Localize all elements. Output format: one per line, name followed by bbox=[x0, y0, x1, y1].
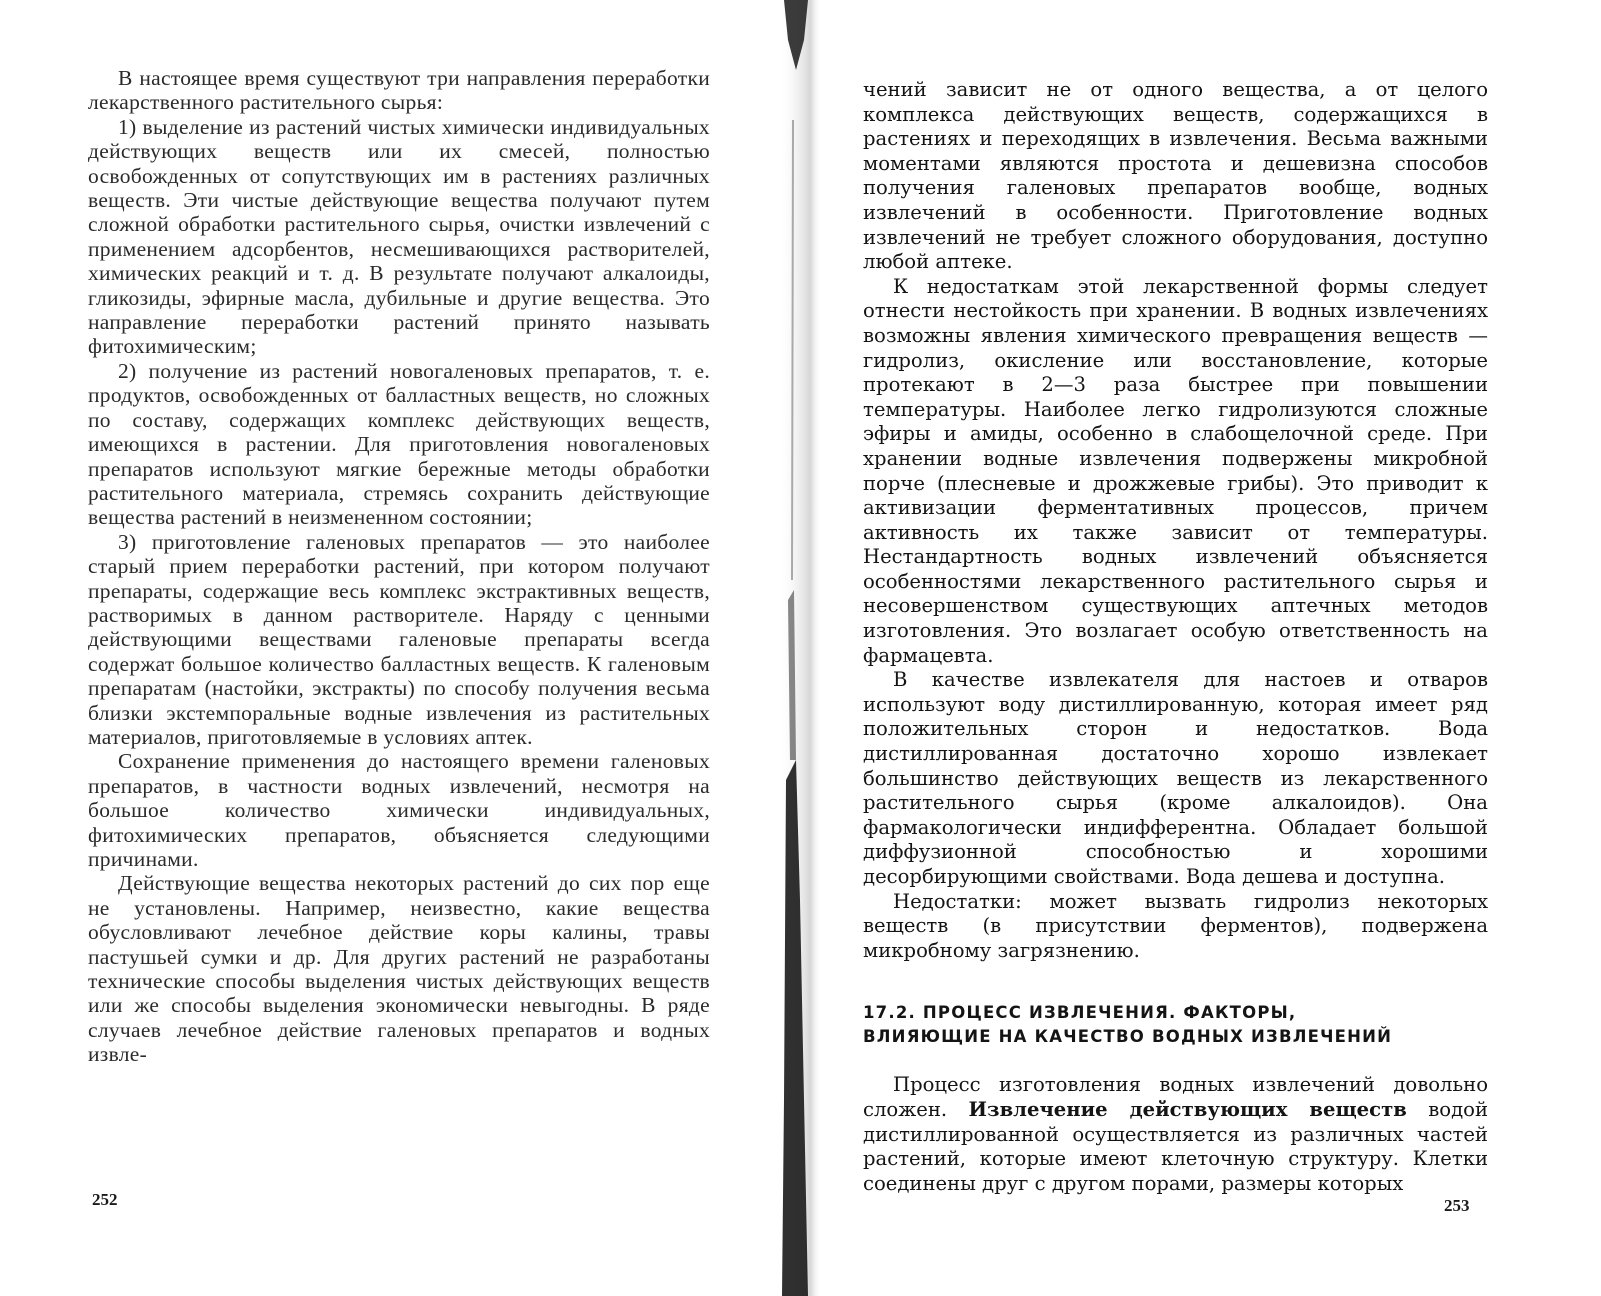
page-number-right: 253 bbox=[1444, 1196, 1470, 1215]
paragraph: 3) приготовление галеновых препаратов — это наиболее старый прием переработки растений, при котором получают препараты, содержащие весь комплекс экстрактивных веществ, растворимых в данном растворителе. Наряду с ценными действующими веществами галеновые препараты всегда содержат большое количество балластных веществ. К галеновым препаратам (настойки, экстракты) по способу получения весьма близки экстемпоральные водные извлечения из растительных материалов, приготовляемые в условиях аптек. bbox=[88, 529, 710, 749]
section-heading-line1: 17.2. ПРОЦЕСС ИЗВЛЕЧЕНИЯ. ФАКТОРЫ, bbox=[863, 1003, 1297, 1023]
paragraph-start: Процесс изготовления водных извлечений довольно сложен. bbox=[863, 1073, 1488, 1121]
section-heading-line2: ВЛИЯЮЩИЕ НА КАЧЕСТВО ВОДНЫХ ИЗВЛЕЧЕНИЙ bbox=[863, 1027, 1393, 1047]
right-page bbox=[790, 0, 1601, 1296]
paragraph: В настоящее время существуют три направления переработки лекарственного растительного сырья: bbox=[88, 66, 710, 115]
paragraph: К недостаткам этой лекарственной формы следует отнести нестойкость при хранении. В водных извлечениях возможны явления химического превращения веществ — гидролиз, окисление или восстановление, которые протекают в 2—3 раза быстрее при повышении температуры. Наиболее легко гидролизуются сложные эфиры и амиды, особенно в слабощелочной среде. При хранении водные извлечения подвержены микробной порче (плесневые и дрожжевые грибы). Это приводит к активизации ферментативных процессов, причем активность их также зависит от температуры. Нестандартность водных извлечений объясняется особенностями лекарственного растительного сырья и несовершенством существующих аптечных методов изготовления. Это возлагает особую ответственность на фармацевта. bbox=[863, 274, 1488, 667]
paragraph: 2) получение из растений новогаленовых препаратов, т. е. продуктов, освобожденных от балластных веществ, но сложных по составу, содержащих комплекс действующих веществ, имеющихся в растении. Для приготовления новогаленовых препаратов используют мягкие бережные методы обработки растительного материала, стремясь сохранить действующие вещества растений в неизмененном состоянии; bbox=[88, 358, 710, 530]
paragraph: Сохранение применения до настоящего времени галеновых препаратов, в частности водных извлечений, несмотря на большое количество химически индивидуальных, фитохимических препаратов, объясняется следующими причинами. bbox=[88, 749, 710, 871]
left-page-text bbox=[88, 66, 710, 1067]
paragraph-end: водой дистиллированной осуществляется из различных частей растений, которые имеют клеточную структуру. Клетки соединены друг с другом порами, размеры которых bbox=[863, 1097, 1489, 1195]
right-page-text bbox=[863, 78, 1488, 1196]
page-number-left: 252 bbox=[92, 1190, 118, 1209]
bold-phrase: Извлечение действующих веществ bbox=[968, 1097, 1407, 1121]
paragraph: В качестве извлекателя для настоев и отваров используют воду дистиллированную, которая имеет ряд положительных сторон и недостатков. Вода дистиллированная достаточно хорошо извлекает большинство действующих веществ из лекарственного растительного сырья (кроме алкалоидов). Она фармакологически индифферентна. Обладает большой диффузионной способностью и хорошими десорбирующими свойствами. Вода дешева и доступна. bbox=[863, 668, 1488, 888]
paragraph: чений зависит не от одного вещества, а от целого комплекса действующих веществ, содержащихся в растениях и переходящих в извлечения. Весьма важными моментами являются простота и дешевизна способов получения галеновых препаратов вообще, водных извлечений в особенности. Приготовление водных извлечений не требует сложного оборудования, доступно любой аптеке. bbox=[863, 78, 1488, 274]
paragraph: 1) выделение из растений чистых химически индивидуальных действующих веществ или их смесей, полностью освобожденных от сопутствующих им в растениях различных веществ. Эти чистые действующие вещества получают путем сложной обработки растительного сырья, очистки извлечений с применением адсорбентов, несмешивающихся растворителей, химических реакций и т. д. В результате получают алкалоиды, гликозиды, эфирные масла, дубильные и другие вещества. Это направление переработки растений принято называть фитохимическим; bbox=[88, 114, 710, 359]
paragraph bbox=[863, 1073, 1488, 1196]
paragraph: Недостатки: может вызвать гидролиз некоторых веществ (в присутствии ферментов), подвержена микробному загрязнению. bbox=[863, 889, 1488, 962]
paragraph: Действующие вещества некоторых растений до сих пор еще не установлены. Например, неизвестно, какие вещества обусловливают лечебное действие коры калины, травы пастушьей сумки и др. Для других растений не разработаны технические способы выделения чистых действующих веществ или же способы выделения экономически невыгодны. В ряде случаев лечебное действие галеновых препаратов и водных извле- bbox=[88, 871, 710, 1067]
section-heading bbox=[863, 1001, 1488, 1049]
left-page bbox=[0, 0, 790, 1296]
